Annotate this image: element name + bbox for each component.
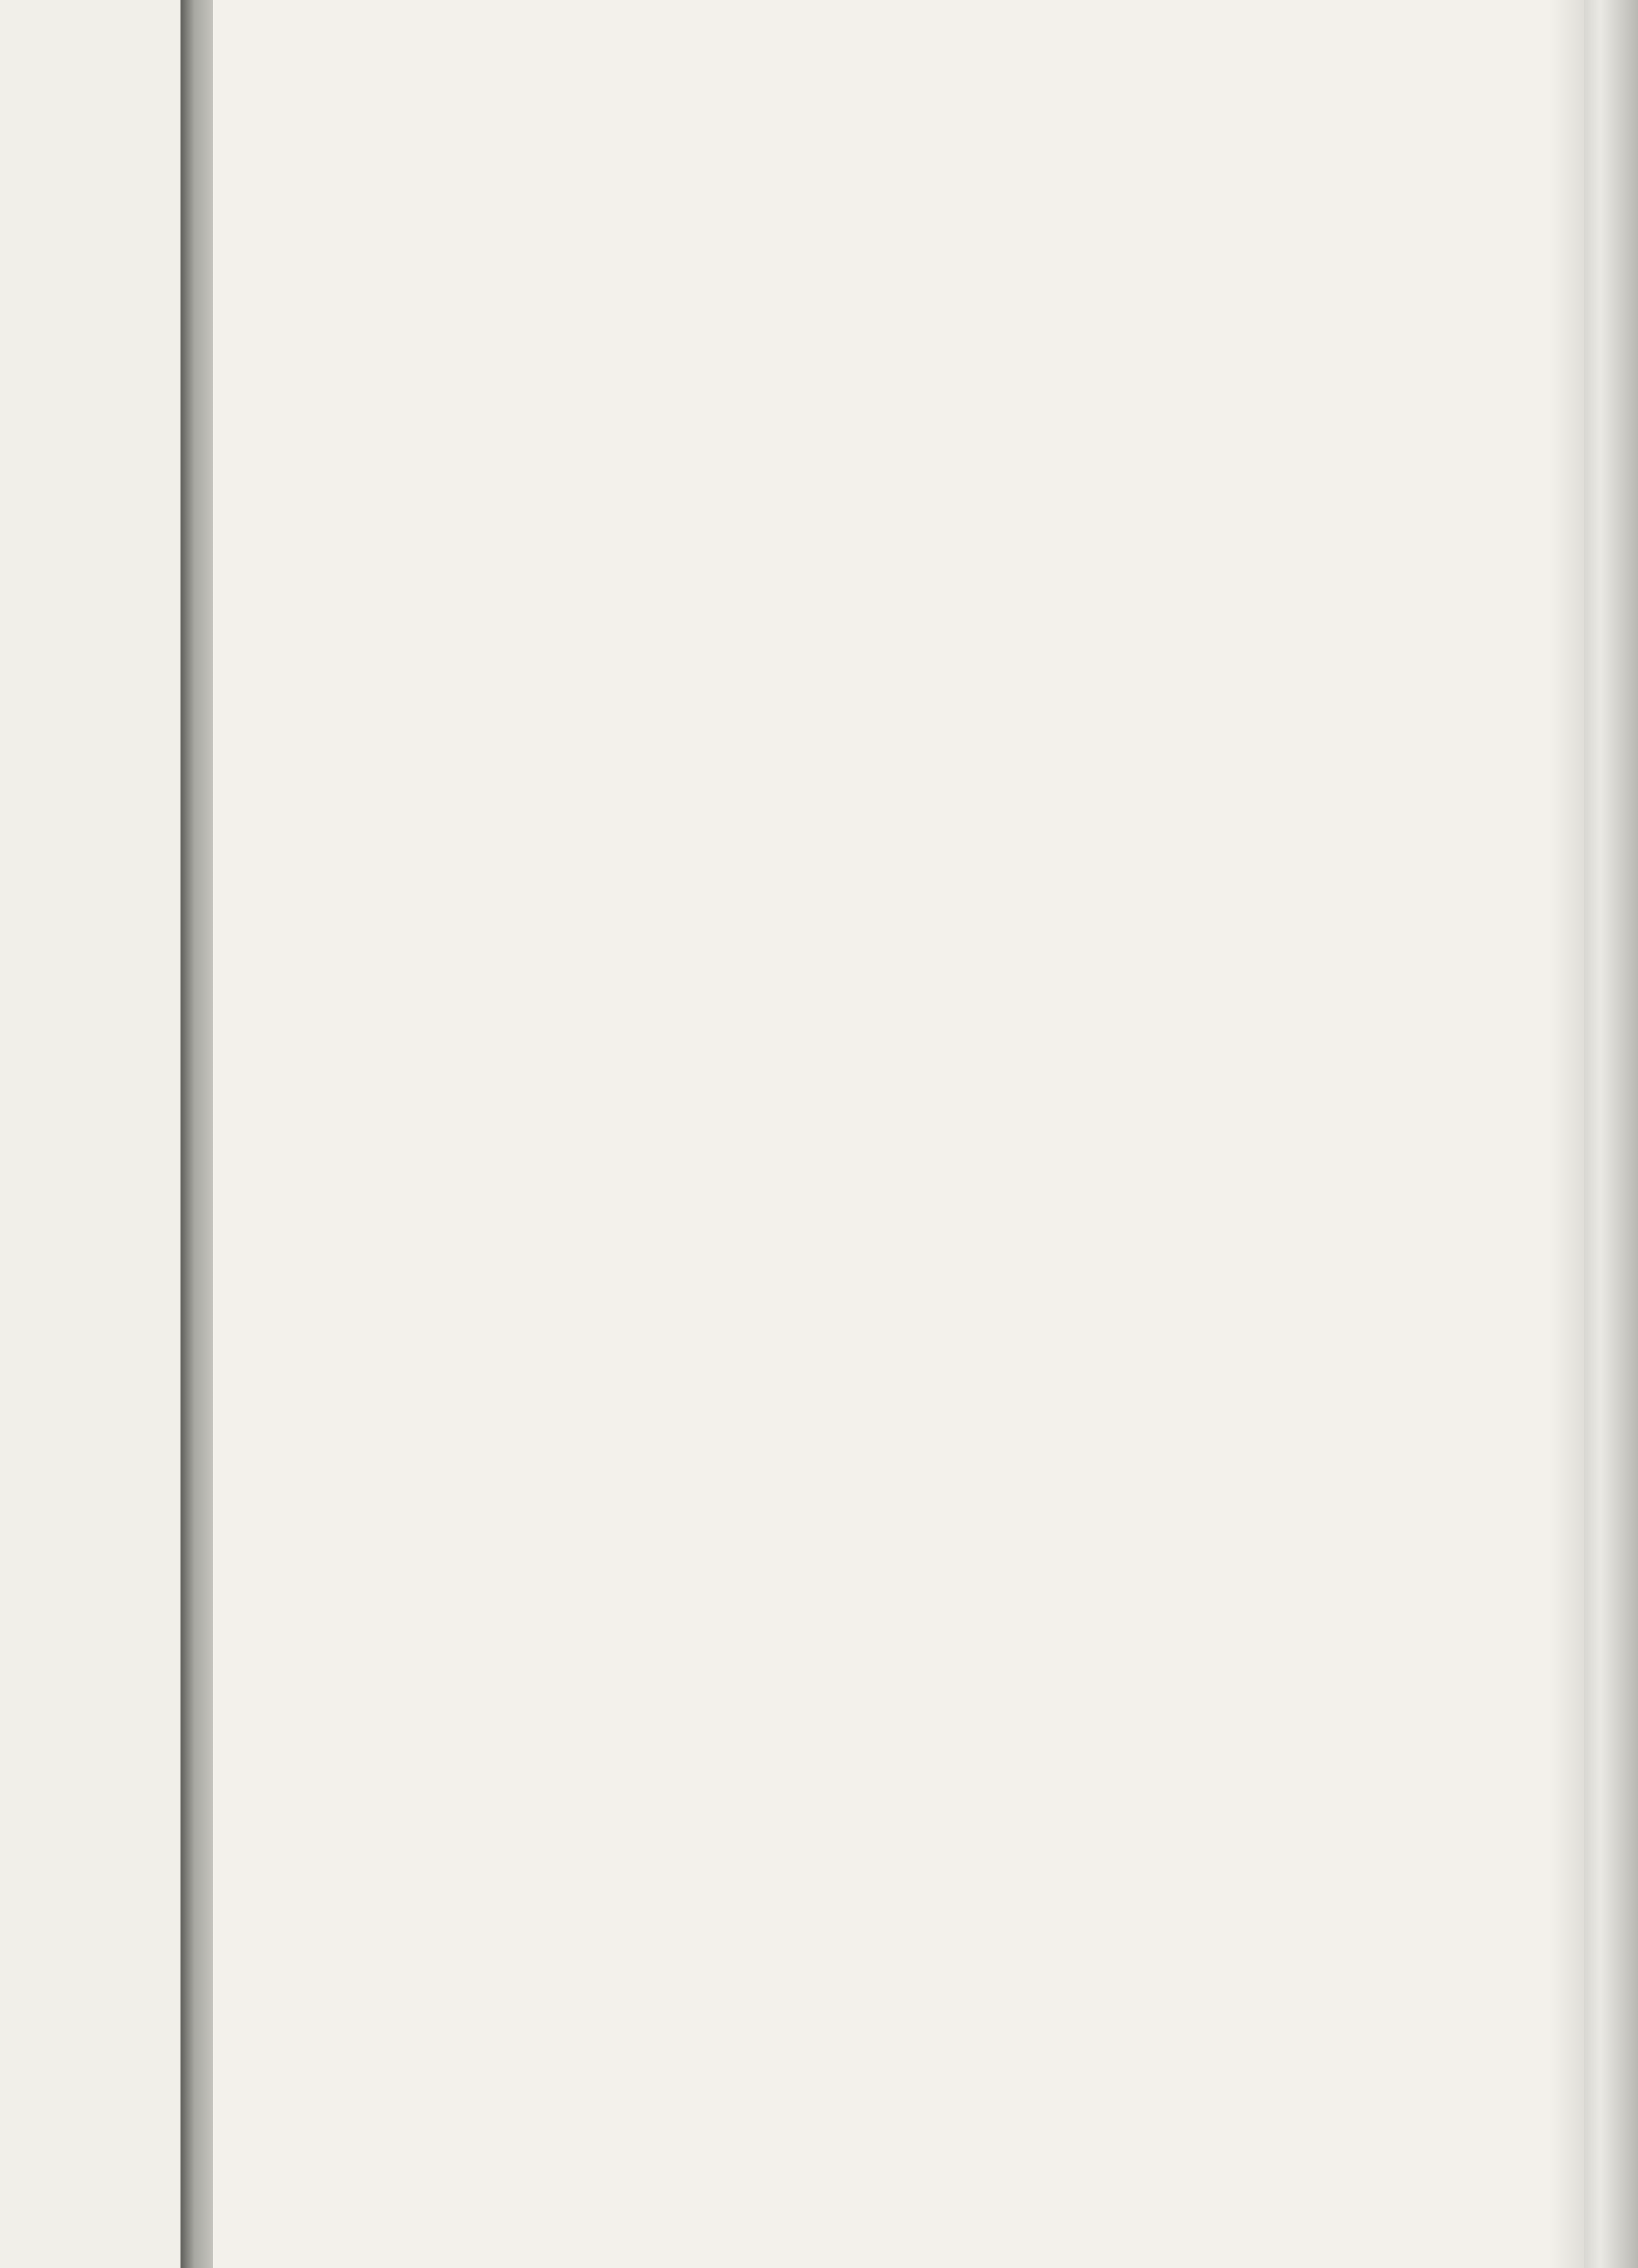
book-gutter bbox=[181, 0, 216, 2268]
page-edge bbox=[1584, 0, 1638, 2268]
page-edge-shadow bbox=[1549, 0, 1584, 2268]
left-facing-page bbox=[0, 0, 181, 2268]
main-page bbox=[213, 0, 1584, 2268]
